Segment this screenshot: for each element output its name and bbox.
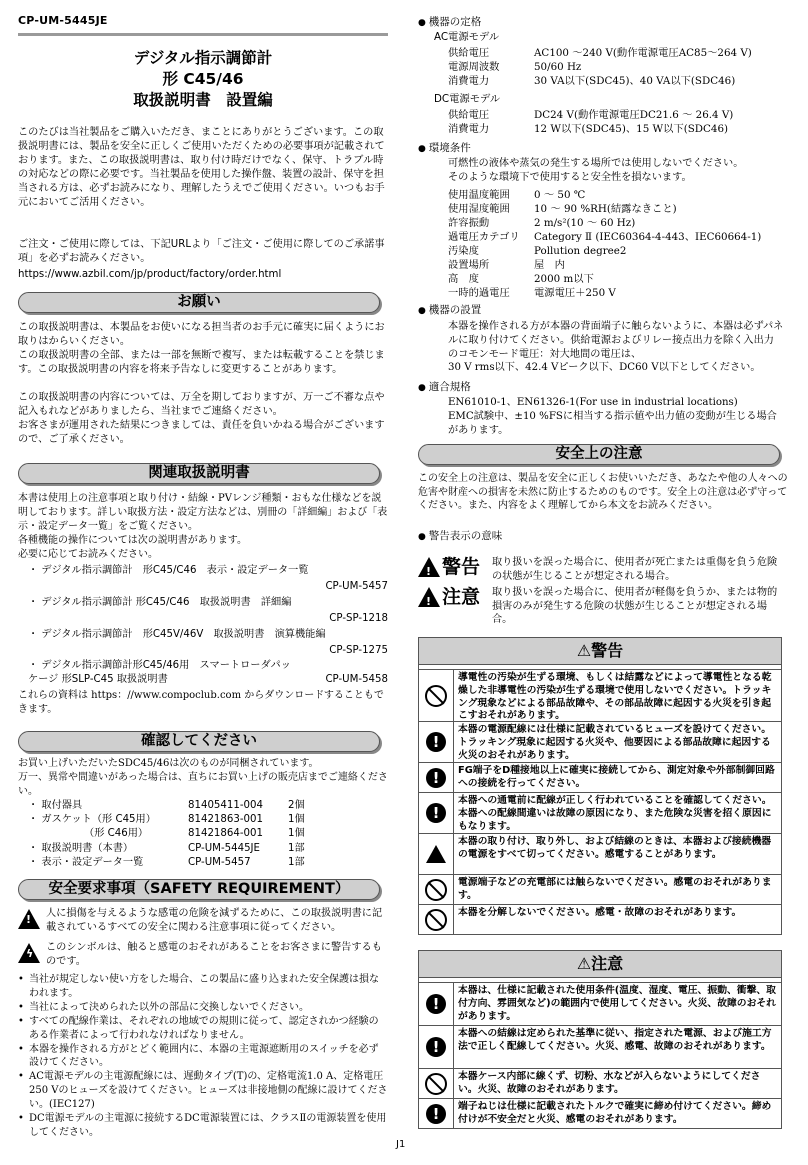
shock-hazard-icon: ϟ [18,943,42,963]
spec-value: 30 VA以下(SDC45)、40 VA以下(SDC46) [534,75,736,87]
warning-item: 本器への通電前に配線が正しく行われていることを確認してください。本器への配線間違いは故障の原因になり、また危険な災害を招く原因にもなります。 [458,795,772,832]
sign-meaning-heading: ● 警告表示の意味 [418,530,502,544]
related-list [28,563,388,659]
spec-key: 設置場所 [448,259,490,271]
warning-definition [418,556,778,583]
spec-key: 消費電力 [448,123,490,135]
bundled-item-name: ・ ガスケット（形 C45用） [28,814,156,826]
warning-label-text: 警告 [442,556,481,578]
no-touch-icon [419,875,454,904]
dc-rating-table [448,108,733,136]
spec-value: Pollution degree2 [534,245,627,257]
related-item-1: ・ デジタル指示調節計 形C45/C46 表示・設定データ一覧 [28,565,309,576]
title-line-1: デジタル指示調節計 [133,49,273,67]
spec-key: 消費電力 [448,75,490,87]
order-url[interactable]: https://www.azbil.com/jp/product/factory/order.html [18,269,282,280]
mandatory-icon: ! [419,793,454,833]
spec-value: 電源電圧＋250 V [534,287,616,299]
related-item-3-code: CP-SP-1275 [329,645,388,656]
related-item-4-code: CP-UM-5458 [325,674,388,685]
document-title [18,48,388,111]
caution-box [418,950,782,1129]
related-item-1-code: CP-UM-5457 [325,581,388,592]
standard-heading: ● 適合規格 [418,381,471,395]
shock-hazard-icon [419,834,454,874]
safety-bullet: AC電源モデルの主電源配線には、遅動タイプ(T)の、定格電流1.0 A、定格電圧250 Vのヒューズを設けてください。ヒューズは非接地側の配線に設けてください。(IEC127) [29,1071,388,1111]
safety-bullet: DC電源モデルの主電源に接続するDC電源装置には、クラスⅡの電源装置を使用してください。 [29,1113,387,1138]
spec-key: 供給電圧 [448,47,490,59]
standard-p2: EMC試験中、±10 %FSに相当する指示値や出力値の変動が生じる場合があります。 [448,411,777,436]
bundled-item-name: ・ 表示・設定データ一覧 [28,856,144,868]
page-number: J1 [396,1139,406,1150]
caution-item: 本器は、仕様に記載された使用条件(温度、湿度、電圧、振動、衝撃、取付方向、雰囲気など)の範囲内で使用してください。火災、故障のおそれがあります。 [458,985,776,1022]
confirm-p2: 万一、異常や間違いがあった場合は、直ちにお買い上げの販売店までご連絡ください。 [18,772,388,798]
confirm-p1: お買い上げいただいたSDC45/46は次のものが同梱されています。 [18,758,319,769]
caution-definition [418,586,778,627]
warning-box-heading: ⚠警告 [419,638,781,665]
safety-bullet: 当社によって決められた以外の部品に交換しないでください。 [29,1001,309,1013]
bundled-item-name: ・ 取付器具 [28,800,83,811]
safety-req-warning-2: このシンボルは、触ると感電のおそれがあることをお客さまに警告するものです。 [46,942,382,968]
spec-value: 0 ～ 50 ℃ [534,189,586,201]
warning-item: 本器の電源配線には仕様に記載されているヒューズを設けてください。トラッキング現象に起因する火災や、他要因による部品故障に起因する火災のおそれがあります。 [458,724,772,761]
env-p2: そのような環境下で使用すると安全性を損ないます。 [448,172,692,183]
spec-key: 電源周波数 [448,61,500,73]
spec-value: 屋 内 [534,259,565,271]
mandatory-icon: ! [419,983,454,1025]
onegai-p1: この取扱説明書は、本製品をお使いになる担当者のお手元に確実に届くようにお取りはからいください。 [18,322,385,348]
intro-paragraph: このたびは当社製品をご購入いただき、まことにありがとうございます。この取扱説明書には、製品を安全に正しくご使用いただくための必要事項が記載されております。また、この取扱説明書は、取り付け時だけでなく、保守、トラブル時の対応などの際に必要です。当社製品を使用した操作盤、装置の設計、保守を担当される方は、必ずお読みになり、理解したうえでご使用ください。いつもお手元においてご活用ください。 [18,127,385,209]
caution-box-heading: ⚠注意 [419,951,781,978]
bundled-item-code: 81421864-001 [188,828,263,840]
related-download-note: これらの資料は https：//www.compoclub.com からダウンロードすることもできます。 [18,690,384,716]
confirm-heading: 確認してください [18,731,380,752]
bundled-item-name: ・ 取扱説明書（本書） [28,842,134,854]
bundled-item-code: CP-UM-5445JE [188,842,260,854]
install-heading: ● 機器の設置 [418,304,481,318]
safety-bullet: 本器を操作される方がとどく範囲内に、本器の主電源遮断用のスイッチを必ず設けてください。 [29,1043,379,1069]
bundled-items-list [28,799,328,870]
spec-key: 汚染度 [448,245,479,257]
related-item-2: ・ デジタル指示調節計 形C45/C46 取扱説明書 詳細編 [28,597,292,608]
safety-bullets: • 当社が規定しない使い方をした場合、この製品に盛り込まれた安全保護は損なわれます。 • 当社によって決められた以外の部品に交換しないでください。 • すべての配線作業は、それぞれの地域での規則に従って、認定されかつ経験のある作業者によって行われなければなりません。 • 本器を操作される方がとどく範囲内に、本器の主電源遮断用のスイッチを必ず設けてください。 • AC電源モデルの主電源配線には、遅動タイプ(T)の、定格電流1.0 A、定格電圧250 Vのヒューズを設けてください。ヒューズは非接地側の配線に設けてください。(IEC127) • DC電源モデルの主電源に接続するDC電源装置には、クラスⅡの電源装置を使用してください。 [18,974,388,1138]
bundled-item-qty: 1部 [288,856,305,868]
spec-key: 許容振動 [448,217,490,229]
spec-key: 供給電圧 [448,109,490,121]
rating-heading: ● 機器の定格 [418,16,481,30]
caution-box-title: 注意 [591,954,624,973]
bundled-item-code: 81405411-004 [188,800,263,811]
caution-item: 本器ケース内部に線くず、切粉、水などが入らないようにしてください。火災、故障のおそれがあります。 [458,1071,761,1095]
spec-value: Category Ⅱ (IEC60364-4-443、IEC60664-1) [534,231,762,243]
mandatory-icon: ! [419,722,454,762]
document-id: CP-UM-5445JE [18,14,108,27]
bundled-item-code: 81421863-001 [188,814,263,826]
spec-key: 一時的過電圧 [448,287,510,299]
spec-value: 10 ～ 90 %RH(結露なきこと) [534,203,677,215]
mandatory-icon: ! [419,1026,454,1068]
caution-label: ! 注意 [418,586,492,608]
caution-label-text: 注意 [442,586,481,608]
safety-bullet: 当社が規定しない使い方をした場合、この製品に盛り込まれた安全保護は損なわれます。 [29,974,379,999]
safety-caution-intro: この安全上の注意は、製品を安全に正しくお使いいただき、あなたや他の人々への危害や財産への損害を未然に防止するためのものです。安全上の注意は必ず守ってください。また、内容をよく理解してから本文をお読みください。 [418,473,788,512]
warning-item: 本器の取り付け、取り外し、および結線のときは、本器および接続機器の電源をすべて切ってください。感電することがあります。 [458,836,772,860]
caution-item: 本器への結線は定められた基準に従い、指定された電源、および施工方法で正しく配線してください。火災、感電、故障のおそれがあります。 [458,1028,772,1052]
spec-key: 高 度 [448,273,479,285]
spec-key: 過電圧カテゴリ [448,231,520,243]
caution-definition-text: 取り扱いを誤った場合に、使用者が軽傷を負うか、または物的損害のみが発生する危険の状態が生じることが想定される場合。 [492,587,778,625]
safety-req-warning-1: 人に損傷を与えるような感電の危険を減ずるために、この取扱説明書に記載されているすべての安全に関わる注意事項に従ってください。 [46,908,383,934]
related-item-2-code: CP-SP-1218 [329,613,388,624]
spec-value: DC24 V(動作電源電圧DC21.6 ～ 26.4 V) [534,109,734,121]
order-note: ご注文・ご使用に際しては、下記URLより「ご注文・ご使用に際してのご承諾事項」を必ずお読みください。 [18,239,385,265]
warning-item: 電源端子などの充電部には触らないでください。感電のおそれがあります。 [458,877,772,901]
warning-item: 導電性の汚染が生ずる環境、もしくは結露などによって導電性となる乾燥した非導電性の汚染が生ずる環境で使用しないでください。トラッキング現象などによる部品故障や、その部品故障に起因する火災を引き起こすおそれがあります。 [458,672,772,722]
related-item-3: ・ デジタル指示調節計 形C45V/46V 取扱説明書 演算機能編 [28,629,326,640]
related-p1: 本書は使用上の注意事項と取り付け・結線・PVレンジ種類・おもな仕様などを説明しております。詳しい取扱方法・設定方法などは、別冊の「詳細編」および「表示・設定データ一覧」をご覧ください。 [18,493,388,532]
safety-bullet: すべての配線作業は、それぞれの地域での規則に従って、認定されかつ経験のある作業者によって行われなければなりません。 [29,1015,379,1041]
spec-key: 使用湿度範囲 [448,203,510,215]
bundled-item-qty: 1個 [288,828,305,840]
related-item-4-name: ・ デジタル指示調節計形C45/46用 スマートローダパッケージ 形SLP-C45 取扱説明書 [28,660,291,686]
install-p1: 本器を操作される方が本器の背面端子に触らないように、本器は必ずパネルに取り付けてください。供給電源およびリレー接点出力を除く入出力のコモンモード電圧：対大地間の電圧は、 [448,321,784,360]
env-p1: 可燃性の液体や蒸気の発生する場所では使用しないでください。 [448,158,744,169]
title-line-2: 形 C45/46 [162,70,244,88]
spec-key: 使用温度範囲 [448,189,510,201]
safety-req-heading: 安全要求事項（SAFETY REQUIREMENT） [18,879,380,900]
warning-label: ! 警告 [418,556,492,578]
onegai-p4: お客さまが運用された結果につきましては、責任を負いかねる場合がございますので、ご了承ください。 [18,420,385,446]
bundled-item-qty: 1部 [288,842,305,854]
env-heading: ● 環境条件 [418,142,471,156]
related-heading: 関連取扱説明書 [18,463,380,484]
bundled-item-name: （形 C46用） [28,828,149,840]
caution-item: 端子ねじは仕様に記載されたトルクで確実に締め付けてください。締め付けが不安全だと火災、感電のおそれがあります。 [458,1101,772,1125]
related-p2: 各種機能の操作については次の説明書があります。 [18,535,247,546]
title-line-3: 取扱説明書 設置編 [133,91,273,109]
warning-item: 本器を分解しないでください。感電・故障のおそれがあります。 [458,907,742,918]
ac-model-label: AC電源モデル [434,31,500,43]
bundled-item-qty: 1個 [288,814,305,826]
env-table [448,188,761,300]
spec-value: 2 m/s²(10 ～ 60 Hz) [534,217,636,229]
spec-value: 12 W以下(SDC45)、15 W以下(SDC46) [534,123,729,135]
warning-box [418,637,782,935]
warning-box-title: 警告 [591,641,624,660]
prohibition-icon [419,1069,454,1098]
onegai-p2: この取扱説明書の全部、または一部を無断で複写、または転載することを禁じます。この取扱説明書の内容を将来予告なしに変更することがあります。 [18,350,385,376]
spec-value: AC100 ～240 V(動作電源電圧AC85～264 V) [534,47,752,59]
install-p2: 30 V rms以下、42.4 Vピーク以下、DC60 V以下としてください。 [448,362,761,373]
safety-caution-heading: 安全上の注意 [418,444,780,465]
onegai-p3: この取扱説明書の内容については、万全を期しておりますが、万一ご不審な点や記入もれなどがありましたら、当社までご連絡ください。 [18,392,385,418]
warning-triangle-icon: ! [18,909,42,929]
header-rule [18,33,388,36]
warning-item: FG端子をD種接地以上に確実に接続してから、測定対象や外部制御回路への接続を行ってください。 [458,765,775,789]
prohibition-icon [419,670,454,721]
onegai-heading: お願い [18,292,380,313]
bundled-item-code: CP-UM-5457 [188,856,251,868]
ac-rating-table [448,46,752,88]
mandatory-icon: ! [419,1099,454,1128]
spec-value: 50/60 Hz [534,61,582,73]
spec-value: 2000 m以下 [534,273,594,285]
no-disassembly-icon [419,905,454,934]
related-item-4 [28,659,388,687]
bundled-item-qty: 2個 [288,800,305,811]
mandatory-icon: ! [419,763,454,792]
dc-model-label: DC電源モデル [434,93,501,105]
related-p3: 必要に応じてお読みください。 [18,549,158,560]
warning-definition-text: 取り扱いを誤った場合に、使用者が死亡または重傷を負う危険の状態が生じることが想定される場合。 [492,557,778,582]
standard-p1: EN61010-1、EN61326-1(For use in industrial locations) [448,397,738,408]
